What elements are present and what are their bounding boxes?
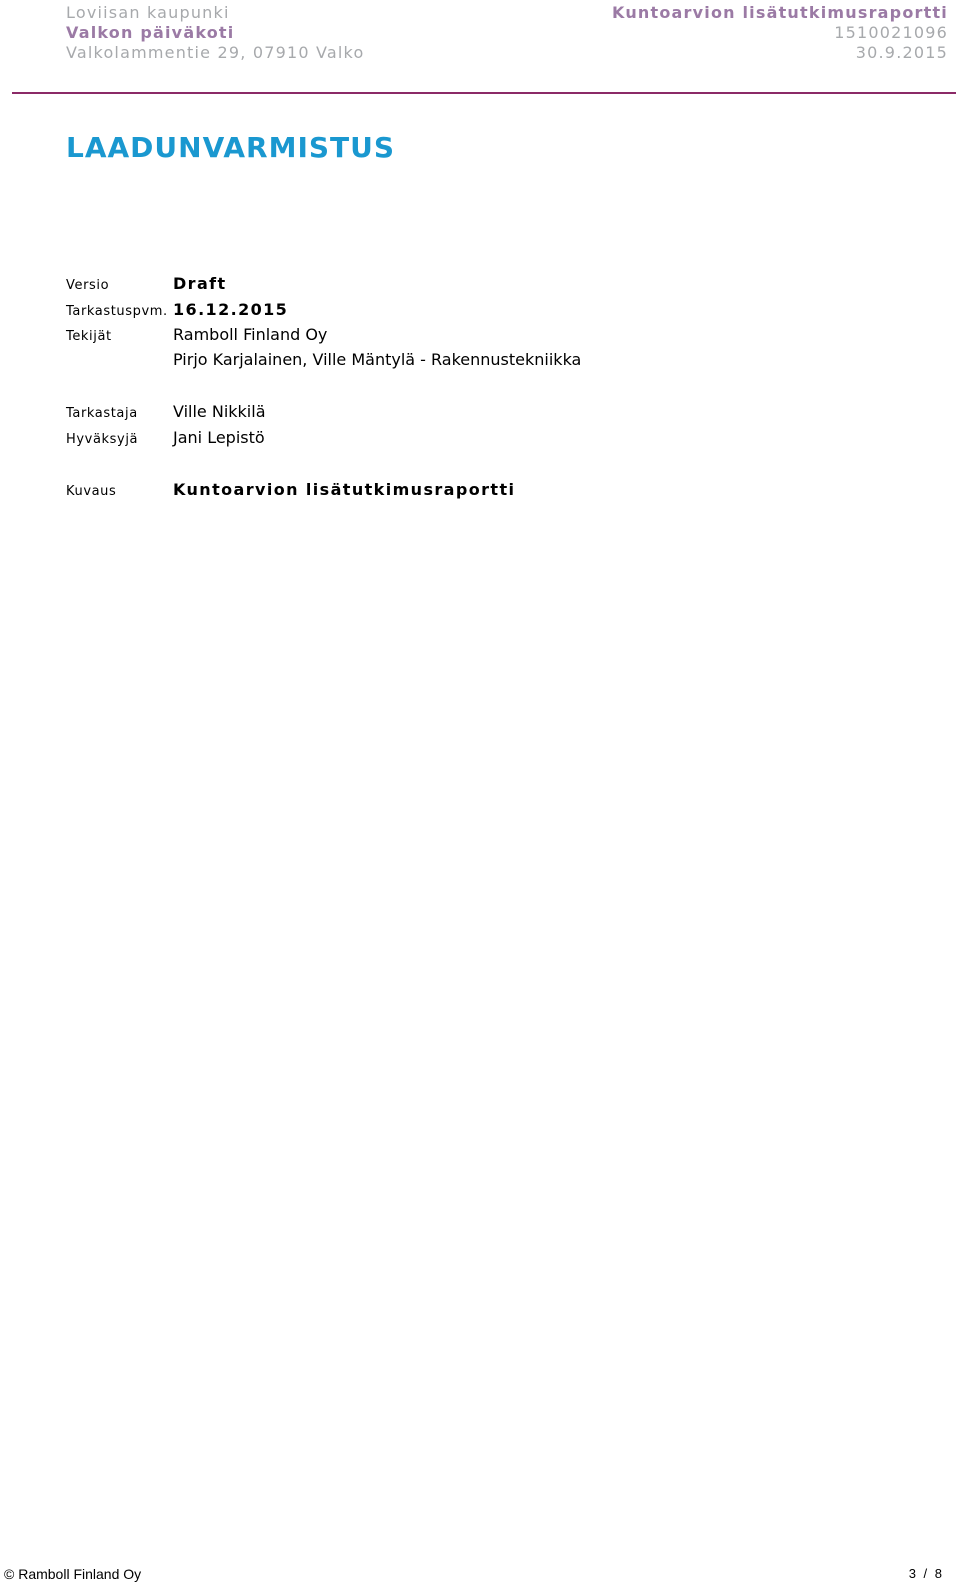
- tekijat-company: Ramboll Finland Oy: [173, 325, 328, 344]
- hyvaksyja-value: Jani Lepistö: [173, 428, 265, 447]
- row-tekijat: [0, 322, 960, 348]
- row-kuvaus: [0, 477, 960, 503]
- header-client: Loviisan kaupunki: [66, 3, 230, 22]
- versio-label: Versio: [66, 278, 110, 293]
- footer-page-number: 3 / 8: [908, 1566, 944, 1581]
- kuvaus-label: Kuvaus: [66, 484, 117, 499]
- header-project-number: 1510021096: [834, 23, 948, 42]
- header-date: 30.9.2015: [855, 43, 948, 62]
- hyvaksyja-label: Hyväksyjä: [66, 432, 139, 447]
- header-report-title: Kuntoarvion lisätutkimusraportti: [612, 3, 948, 22]
- page-title: LAADUNVARMISTUS: [66, 131, 396, 164]
- row-versio: [0, 271, 960, 297]
- header-address: Valkolammentie 29, 07910 Valko: [66, 43, 365, 62]
- versio-value: Draft: [173, 274, 227, 293]
- row-tarkastuspvm: [0, 297, 960, 323]
- header-left: [66, 3, 364, 63]
- tekijat-label: Tekijät: [66, 329, 112, 344]
- header-site: Valkon päiväkoti: [66, 23, 235, 42]
- kuvaus-value: Kuntoarvion lisätutkimusraportti: [173, 480, 516, 499]
- header-divider: [12, 92, 956, 94]
- row-hyvaksyja: [0, 425, 960, 451]
- header-right: [612, 3, 948, 63]
- footer-copyright: © Ramboll Finland Oy: [4, 1566, 142, 1582]
- row-tekijat-names: [0, 347, 960, 373]
- row-tarkastaja: [0, 399, 960, 425]
- tarkastaja-value: Ville Nikkilä: [173, 402, 266, 421]
- tarkastuspvm-label: Tarkastuspvm.: [66, 304, 168, 319]
- tarkastuspvm-value: 16.12.2015: [173, 300, 289, 319]
- tekijat-names: Pirjo Karjalainen, Ville Mäntylä - Rakennustekniikka: [173, 350, 582, 369]
- tarkastaja-label: Tarkastaja: [66, 406, 138, 421]
